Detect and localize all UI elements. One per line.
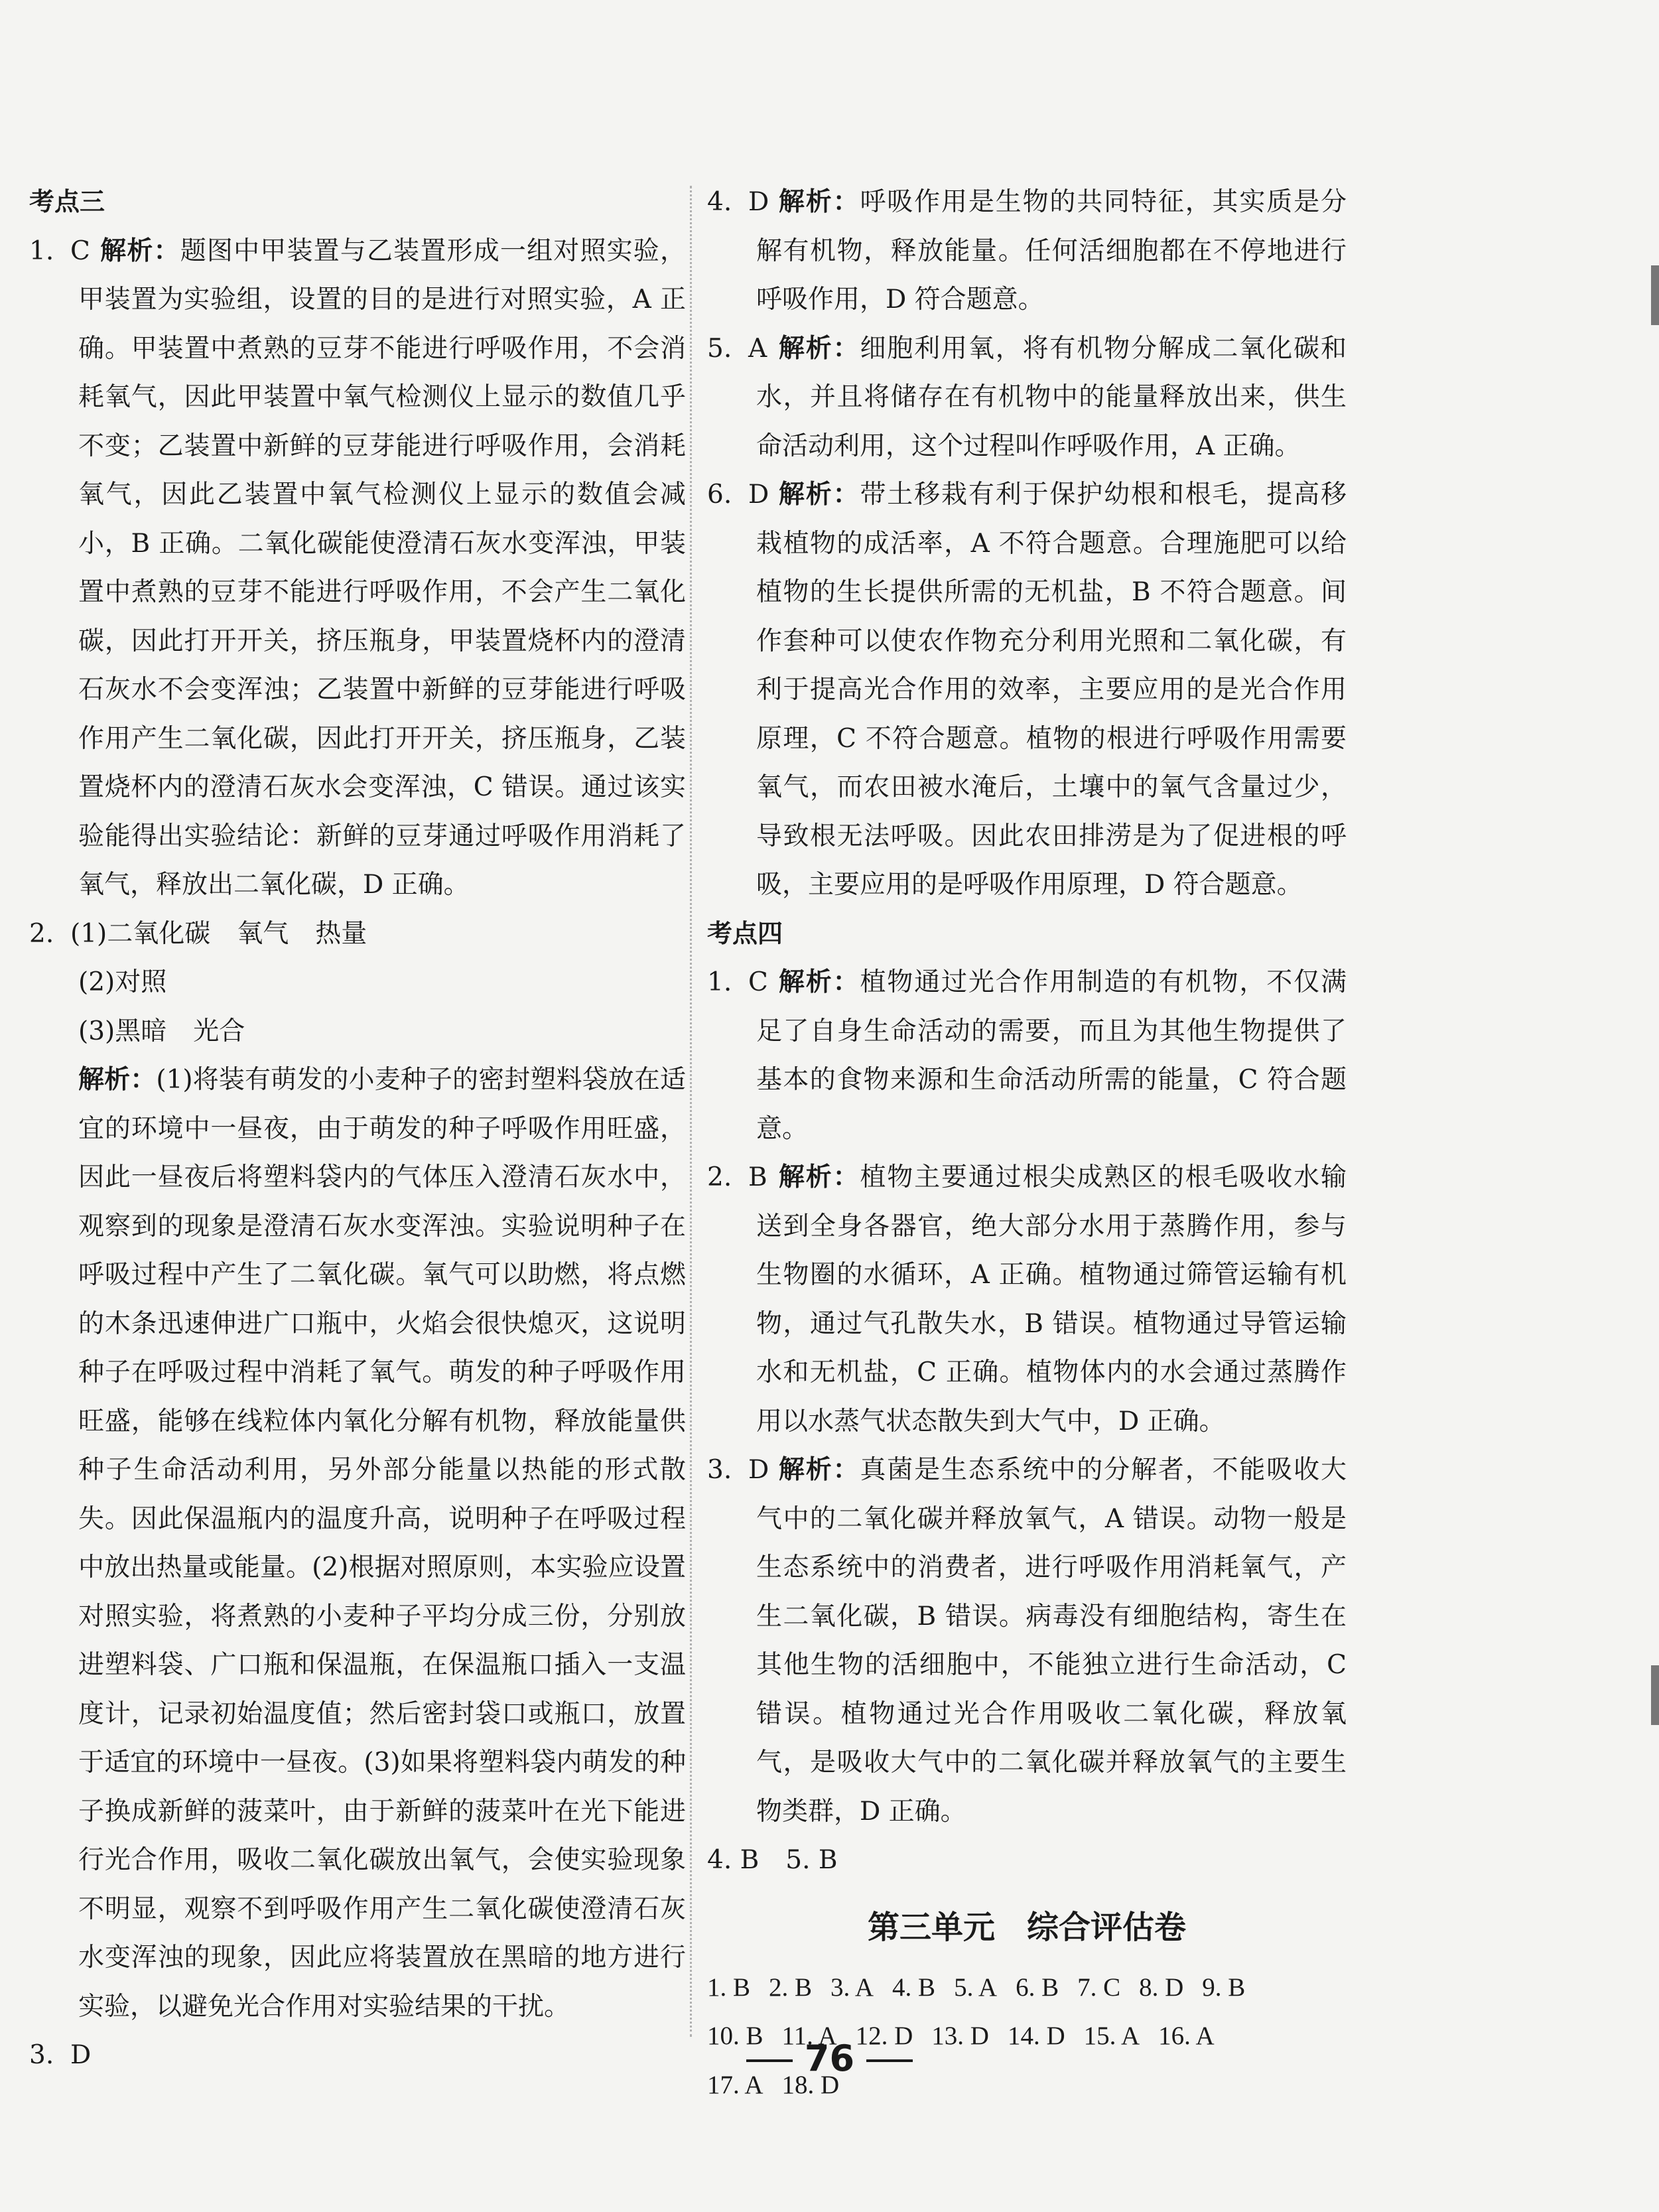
- item-answer: A: [748, 333, 767, 364]
- unit-title: 第三单元 综合评估卷: [867, 1908, 1186, 1946]
- item-number: 2.: [29, 918, 54, 949]
- answer-key: 6. B: [1016, 1972, 1059, 2002]
- answer-key: 17. A: [707, 2070, 763, 2099]
- item-answer: B: [748, 1162, 767, 1192]
- answer-item: [707, 1446, 1347, 1836]
- answer-key: 13. D: [931, 2022, 989, 2050]
- answer-key: 18. D: [781, 2070, 840, 2099]
- answer-key: 10. B: [707, 2022, 763, 2050]
- analysis-text: (1)将装有萌发的小麦种子的密封塑料袋放在适宜的环境中一昼夜，由于萌发的种子呼吸作用旺盛，因此一昼夜后将塑料袋内的气体压入澄清石灰水中，观察到的现象是澄清石灰水变浑浊。实验说明种子在呼吸过程中产生了二氧化碳。氧气可以助燃，将点燃的木条迅速伸进广口瓶中，火焰会很快熄灭，这说明种子在呼吸过程中消耗了氧气。萌发的种子呼吸作用旺盛，能够在线粒体内氧化分解有机物，释放能量供种子生命活动利用，另外部分能量以热能的形式散失。因此保温瓶内的温度升高，说明种子在呼吸过程中放出热量或能量。(2)根据对照原则，本实验应设置对照实验，将煮熟的小麦种子平均分成三份，分别放进塑料袋、广口瓶和保温瓶，在保温瓶口插入一支温度计，记录初始温度值；然后密封袋口或瓶口，放置于适宜的环境中一昼夜。(3)如果将塑料袋内萌发的种子换成新鲜的菠菜叶，由于新鲜的菠菜叶在光下能进行光合作用，吸收二氧化碳放出氧气，会使实验现象不明显，观察不到呼吸作用产生二氧化碳使澄清石灰水变浑浊的现象，因此应将装置放在黑暗的地方进行实验，以避免光合作用对实验结果的干扰。: [78, 1065, 686, 2022]
- answer-line: [707, 1836, 1347, 1885]
- answer-key: 16. A: [1158, 2022, 1215, 2050]
- item-answer: D: [748, 480, 769, 510]
- analysis-label: 解析：: [777, 187, 860, 217]
- analysis-label: 解析：: [100, 236, 180, 266]
- analysis-block: [29, 1056, 686, 2031]
- analysis-text: 呼吸作用是生物的共同特征，其实质是分解有机物，释放能量。任何活细胞都在不停地进行呼吸作用，D 符合题意。: [756, 187, 1347, 314]
- short-answer: 4. B: [707, 1845, 760, 1875]
- page-edge-mark: [1651, 1665, 1659, 1725]
- item-number: 5.: [707, 333, 732, 364]
- answer-key-row: [707, 1963, 1347, 2012]
- answer-key: 15. A: [1083, 2022, 1140, 2050]
- item-number: 6.: [707, 480, 732, 510]
- analysis-text: 细胞利用氧，将有机物分解成二氧化碳和水，并且将储存在有机物中的能量释放出来，供生命活动利用，这个过程叫作呼吸作用，A 正确。: [756, 333, 1347, 461]
- item-number: 1.: [29, 236, 54, 266]
- item-number: 2.: [707, 1162, 732, 1192]
- page-number-text: 76: [804, 2038, 855, 2079]
- item-number: 4.: [707, 187, 732, 217]
- analysis-text: 题图中甲装置与乙装置形成一组对照实验，甲装置为实验组，设置的目的是进行对照实验，A 正确。甲装置中煮熟的豆芽不能进行呼吸作用，不会消耗氧气，因此甲装置中氧气检测仪上显示的数值几乎不变；乙装置中新鲜的豆芽能进行呼吸作用，会消耗氧气，因此乙装置中氧气检测仪上显示的数值会减小，B 正确。二氧化碳能使澄清石灰水变浑浊，甲装置中煮熟的豆芽不能进行呼吸作用，不会产生二氧化碳，因此打开开关，挤压瓶身，甲装置烧杯内的澄清石灰水不会变浑浊；乙装置中新鲜的豆芽能进行呼吸作用产生二氧化碳，因此打开开关，挤压瓶身，乙装置烧杯内的澄清石灰水会变浑浊，C 错误。通过该实验能得出实验结论：新鲜的豆芽通过呼吸作用消耗了氧气，释放出二氧化碳，D 正确。: [78, 236, 686, 900]
- answer-key: 8. D: [1139, 1972, 1184, 2002]
- answer-key: 1. B: [707, 1972, 751, 2002]
- short-answer: 5. B: [785, 1845, 838, 1875]
- answer-key: 11. A: [781, 2022, 837, 2050]
- sub-answer-term: 热量: [315, 918, 367, 949]
- answer-item: [29, 910, 686, 959]
- answer-item: [707, 958, 1347, 1153]
- answer-key: 14. D: [1007, 2022, 1065, 2050]
- item-number: 1.: [707, 967, 732, 997]
- analysis-label: 解析：: [78, 1065, 157, 1095]
- analysis-text: 带土移栽有利于保护幼根和根毛，提高移栽植物的成活率，A 不符合题意。合理施肥可以给植物的生长提供所需的无机盐，B 不符合题意。间作套种可以使农作物充分利用光照和二氧化碳，有利于提高光合作用的效率，主要应用的是光合作用原理，C 不符合题意。植物的根进行呼吸作用需要氧气，而农田被水淹后，土壤中的氧气含量过少，导致根无法呼吸。因此农田排涝是为了促进根的呼吸，主要应用的是呼吸作用原理，D 符合题意。: [756, 480, 1347, 900]
- answer-item: [707, 178, 1347, 324]
- section-heading: 考点四: [707, 918, 783, 948]
- analysis-label: 解析：: [777, 333, 860, 364]
- sub-answer: (1): [70, 918, 107, 949]
- analysis-text: 真菌是生态系统中的分解者，不能吸收大气中的二氧化碳并释放氧气，A 错误。动物一般是生态系统中的消费者，进行呼吸作用消耗氧气，产生二氧化碳，B 错误。病毒没有细胞结构，寄生在其他生物的活细胞中，不能独立进行生命活动，C 错误。植物通过光合作用吸收二氧化碳，释放氧气，是吸收大气中的二氧化碳并释放氧气的主要生物类群，D 正确。: [756, 1455, 1347, 1827]
- analysis-label: 解析：: [777, 1162, 860, 1192]
- sub-answer-term: 光合: [193, 1016, 245, 1046]
- sub-answer-line: [29, 1007, 686, 1056]
- analysis-label: 解析：: [777, 480, 860, 510]
- answer-item: [707, 1153, 1347, 1446]
- sub-answer: (3): [78, 1016, 115, 1046]
- answer-key: 7. C: [1077, 1972, 1121, 2002]
- item-answer: D: [748, 187, 769, 217]
- item-answer: C: [70, 236, 90, 266]
- item-answer: D: [70, 2040, 92, 2070]
- right-column: [707, 178, 1347, 2109]
- section-heading: 考点三: [29, 187, 105, 216]
- sub-answer-term: 黑暗: [115, 1016, 167, 1046]
- item-answer: C: [748, 967, 768, 997]
- sub-answer: (2)对照: [78, 967, 167, 997]
- answer-key: 5. A: [954, 1972, 998, 2002]
- page-number: [0, 2036, 1659, 2082]
- sub-answer-term: 氧气: [237, 918, 289, 949]
- page-edge-mark: [1651, 265, 1659, 325]
- answer-item: [707, 470, 1347, 910]
- column-divider: [690, 186, 692, 2037]
- item-answer: D: [748, 1455, 769, 1485]
- item-number: 3.: [707, 1455, 732, 1485]
- analysis-label: 解析：: [777, 1455, 860, 1485]
- answer-key: 2. B: [769, 1972, 813, 2002]
- analysis-text: 植物通过光合作用制造的有机物，不仅满足了自身生命活动的需要，而且为其他生物提供了基本的食物来源和生命活动所需的能量，C 符合题意。: [756, 967, 1347, 1144]
- answer-key: 12. D: [855, 2022, 913, 2050]
- left-column: [29, 178, 686, 2080]
- sub-answer-term: 二氧化碳: [107, 918, 211, 949]
- answer-key: 9. B: [1202, 1972, 1246, 2002]
- item-number: 3.: [29, 2040, 54, 2070]
- analysis-label: 解析：: [777, 967, 860, 997]
- answer-key: 3. A: [830, 1972, 874, 2002]
- answer-item: [29, 227, 686, 910]
- analysis-text: 植物主要通过根尖成熟区的根毛吸收水输送到全身各器官，绝大部分水用于蒸腾作用，参与生物圈的水循环，A 正确。植物通过筛管运输有机物，通过气孔散失水，B 错误。植物通过导管运输水和无机盐，C 正确。植物体内的水会通过蒸腾作用以水蒸气状态散失到大气中，D 正确。: [756, 1162, 1347, 1436]
- answer-item: [707, 324, 1347, 471]
- answer-key: 4. B: [892, 1972, 936, 2002]
